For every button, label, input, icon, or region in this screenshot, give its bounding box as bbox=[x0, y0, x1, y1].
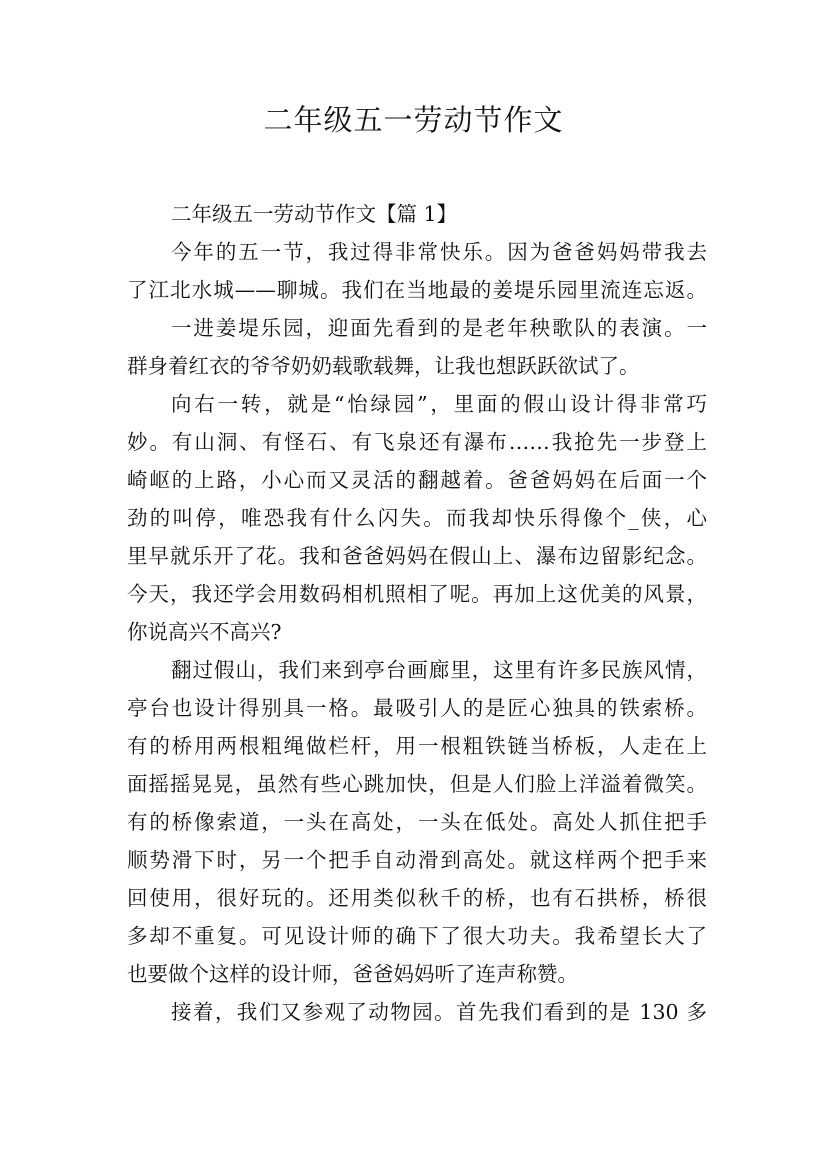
document-title: 二年级五一劳动节作文 bbox=[263, 103, 564, 137]
text-line: 多却不重复。可见设计师的确下了很大功夫。我希望长大了 bbox=[127, 924, 707, 948]
text-line: 里早就乐开了花。我和爸爸妈妈在假山上、瀑布边留影纪念。 bbox=[127, 544, 707, 568]
text-line: 向右一转，就是“怡绿园”，里面的假山设计得非常巧 bbox=[171, 392, 707, 416]
text-line: 今年的五一节，我过得非常快乐。因为爸爸妈妈带我去 bbox=[171, 240, 707, 264]
text-line: 有的桥像索道，一头在高处，一头在低处。高处人抓住把手 bbox=[127, 810, 707, 834]
text-line: 面摇摇晃晃，虽然有些心跳加快，但是人们脸上洋溢着微笑。 bbox=[127, 772, 707, 796]
text-line: 顺势滑下时，另一个把手自动滑到高处。就这样两个把手来 bbox=[127, 848, 707, 872]
text-line: 崎岖的上路，小心而又灵活的翻越着。爸爸妈妈在后面一个 bbox=[127, 468, 707, 492]
text-line: 今天，我还学会用数码相机照相了呢。再加上这优美的风景， bbox=[127, 582, 707, 606]
text-line: 一进姜堤乐园，迎面先看到的是老年秧歌队的表演。一 bbox=[171, 316, 707, 340]
document-body bbox=[127, 195, 707, 1031]
text-line: 也要做个这样的设计师，爸爸妈妈听了连声称赞。 bbox=[127, 962, 578, 986]
text-line: 亭台也设计得别具一格。最吸引人的是匠心独具的铁索桥。 bbox=[127, 696, 707, 720]
text-line: 你说高兴不高兴? bbox=[127, 620, 282, 644]
text-line: 接着，我们又参观了动物园。首先我们看到的是 130 多 bbox=[171, 1000, 707, 1024]
text-line: 妙。有山洞、有怪石、有飞泉还有瀑布……我抢先一步登上 bbox=[127, 430, 707, 454]
text-line: 回使用，很好玩的。还用类似秋千的桥，也有石拱桥，桥很 bbox=[127, 886, 707, 910]
text-line: 了江北水城——聊城。我们在当地最的姜堤乐园里流连忘返。 bbox=[127, 278, 707, 302]
text-line: 劲的叫停，唯恐我有什么闪失。而我却快乐得像个_侠，心 bbox=[127, 506, 707, 530]
text-line: 群身着红衣的爷爷奶奶载歌载舞，让我也想跃跃欲试了。 bbox=[127, 354, 640, 378]
text-line: 翻过假山，我们来到亭台画廊里，这里有许多民族风情， bbox=[171, 658, 707, 682]
text-line: 有的桥用两根粗绳做栏杆，用一根粗铁链当桥板，人走在上 bbox=[127, 734, 707, 758]
text-line: 二年级五一劳动节作文【篇 1】 bbox=[171, 202, 458, 226]
